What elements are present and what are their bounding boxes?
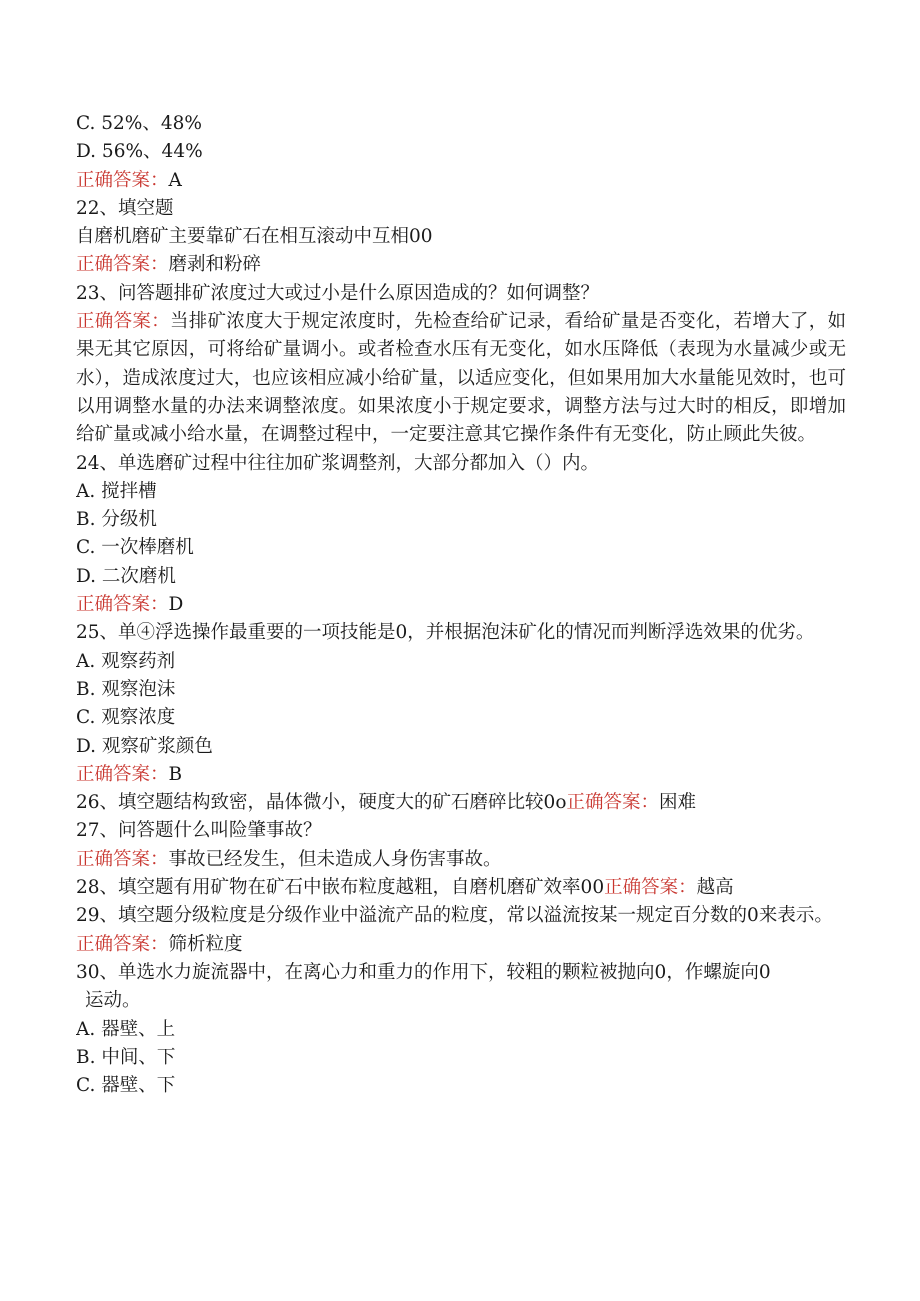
- answer-value: B: [168, 763, 183, 785]
- q28-title: 28、填空题有用矿物在矿石中嵌布粒度越粗，自磨机磨矿效率00: [76, 877, 605, 899]
- q25-option-c: C. 观察浓度: [76, 707, 176, 729]
- document-page: [76, 110, 846, 1100]
- q25-option-a: A. 观察药剂: [76, 650, 176, 672]
- q25-option-b: B. 观察泡沫: [76, 678, 176, 700]
- answer-value: 困难: [658, 792, 696, 814]
- q29-title: 29、填空题分级粒度是分级作业中溢流产品的粒度，常以溢流按某一规定百分数的0来表示。: [76, 905, 833, 927]
- answer-label: 正确答案：: [76, 933, 169, 955]
- q23-answer: [76, 308, 846, 449]
- q21-option-c: C. 52%、48%: [76, 113, 202, 134]
- q26-line: [76, 789, 846, 817]
- q30-option-b: B. 中间、下: [76, 1046, 176, 1068]
- q24-option-a: A. 搅拌槽: [76, 480, 157, 502]
- answer-label: 正确答案：: [76, 169, 169, 191]
- q25-title: 25、单④浮选操作最重要的一项技能是0，并根据泡沫矿化的情况而判断浮选效果的优劣。: [76, 622, 815, 644]
- q25-answer: [76, 761, 846, 789]
- answer-value: 当排矿浓度大于规定浓度时，先检查给矿记录，看给矿量是否变化，若增大了，如果无其它原因，可将给矿量调小。或者检查水压有无变化，如水压降低（表现为水量减少或无水），造成浓度过大，也应该相应减小给矿量，以适应变化，但如果用加大水量能见效时，也可以用调整水量的办法来调整浓度。如果浓度小于规定要求，调整方法与过大时的相反，即增加给矿量或减小给水量，在调整过程中，一定要注意其它操作条件有无变化，防止顾此失彼。: [76, 311, 846, 446]
- answer-value: 越高: [696, 877, 734, 899]
- q24-answer: [76, 591, 846, 619]
- q22-title: 22、填空题: [76, 197, 174, 219]
- q30-title-line2: 运动。: [85, 990, 141, 1012]
- q26-title: 26、填空题结构致密，晶体微小，硬度大的矿石磨碎比较0o: [76, 792, 567, 814]
- q22-stem: 自磨机磨矿主要靠矿石在相互滚动中互相00: [76, 226, 433, 248]
- q24-option-b: B. 分级机: [76, 509, 157, 531]
- answer-value: 事故已经发生，但未造成人身伤害事故。: [168, 848, 502, 870]
- q27-title: 27、问答题什么叫险肇事故？: [76, 820, 322, 842]
- q24-option-d: D. 二次磨机: [76, 565, 176, 587]
- q23-title: 23、问答题排矿浓度过大或过小是什么原因造成的？如何调整？: [76, 282, 600, 304]
- q30-option-c: C. 器壁、下: [76, 1075, 176, 1097]
- answer-label: 正确答案：: [76, 594, 169, 616]
- answer-value: 磨剥和粉碎: [168, 254, 262, 276]
- q24-option-c: C. 一次棒磨机: [76, 537, 194, 559]
- q21-answer: [76, 167, 846, 195]
- q30-option-a: A. 器壁、上: [76, 1018, 176, 1040]
- answer-label: 正确答案：: [76, 254, 169, 276]
- answer-label: 正确答案：: [76, 763, 169, 785]
- answer-value: A: [168, 169, 182, 191]
- answer-label: 正确答案：: [76, 311, 170, 333]
- answer-label: 正确答案：: [566, 792, 659, 814]
- q25-option-d: D. 观察矿浆颜色: [76, 735, 213, 757]
- q21-option-d: D. 56%、44%: [76, 141, 203, 163]
- q24-title: 24、单选磨矿过程中往往加矿浆调整剂，大部分都加入（）内。: [76, 452, 600, 474]
- answer-value: 筛析粒度: [168, 933, 243, 955]
- answer-value: D: [168, 594, 184, 616]
- q27-answer: [76, 846, 846, 874]
- q29-answer: [76, 931, 846, 959]
- q28-line: [76, 874, 846, 902]
- q30-title-line1: 30、单选水力旋流器中，在离心力和重力的作用下，较粗的颗粒被抛向0，作螺旋向0: [76, 961, 771, 983]
- answer-label: 正确答案：: [76, 848, 169, 870]
- answer-label: 正确答案：: [604, 877, 697, 899]
- q22-answer: [76, 251, 846, 279]
